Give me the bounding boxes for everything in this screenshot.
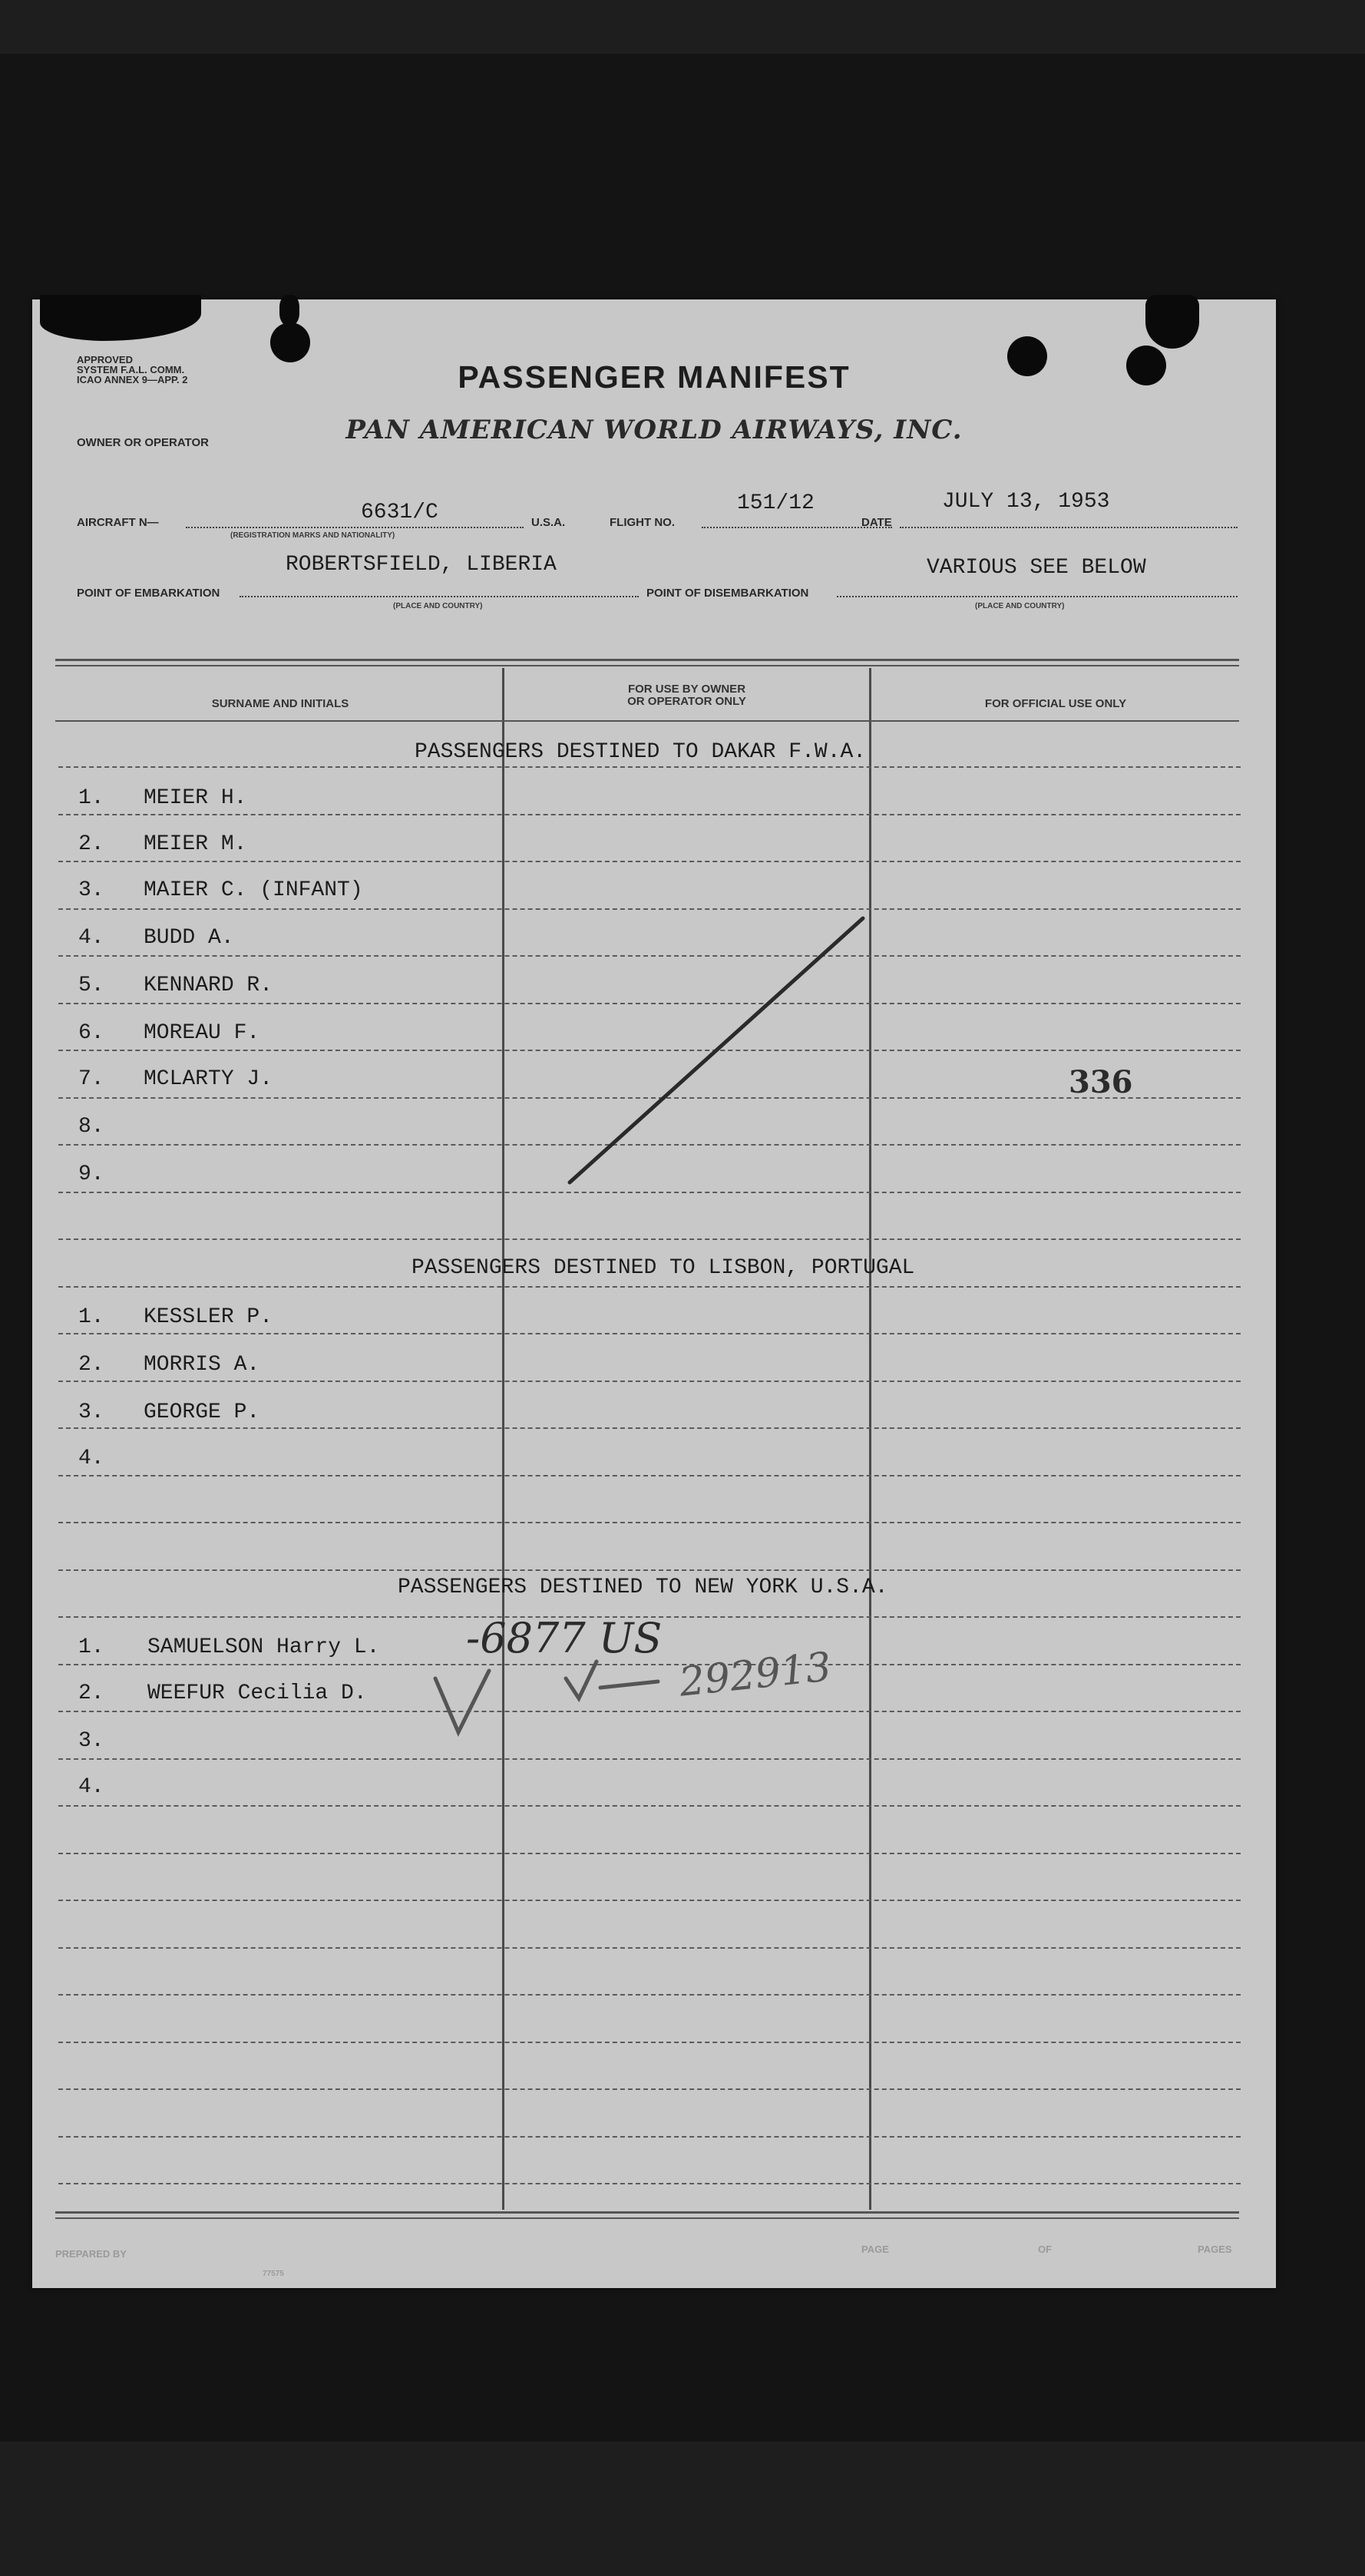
row-number: 2. [78, 1353, 104, 1377]
row-number: 2. [78, 1682, 104, 1705]
row-number: 1. [78, 1635, 104, 1659]
date-value: JULY 13, 1953 [942, 490, 1110, 514]
handwritten-note-2: 292913 [677, 1644, 834, 1706]
passenger-name: KESSLER P. [144, 1305, 273, 1329]
embarkation-value: ROBERTSFIELD, LIBERIA [286, 553, 557, 577]
scan-background-top [0, 0, 1365, 54]
form-number: 77575 [263, 2270, 284, 2278]
aircraft-label: AIRCRAFT N— [77, 516, 159, 529]
row-number: 8. [78, 1115, 104, 1139]
row-number: 4. [78, 1775, 104, 1799]
passenger-name: MEIER H. [144, 786, 247, 810]
diagonal-check-stroke [570, 918, 863, 1182]
date-label: DATE [861, 516, 892, 529]
table-bottom-rule-2 [55, 2217, 1239, 2219]
table-bottom-rule [55, 2211, 1239, 2214]
flight-label: FLIGHT NO. [610, 516, 675, 529]
manifest-sheet [32, 299, 1276, 2288]
section-heading-new-york: PASSENGERS DESTINED TO NEW YORK U.S.A. [398, 1576, 888, 1599]
row-number: 4. [78, 926, 104, 950]
passenger-name: MORRIS A. [144, 1353, 260, 1377]
page-label: PAGE [861, 2244, 889, 2255]
passenger-name: KENNARD R. [144, 974, 273, 997]
row-number: 1. [78, 1305, 104, 1329]
embarkation-label: POINT OF EMBARKATION [77, 587, 220, 600]
passenger-name: BUDD A. [144, 926, 234, 950]
passenger-name: SAMUELSON Harry L. [147, 1635, 380, 1659]
pen-strokes [32, 299, 1276, 2288]
row-number: 3. [78, 1400, 104, 1424]
of-label: OF [1038, 2244, 1053, 2255]
pages-label: PAGES [1198, 2244, 1232, 2255]
section-heading-lisbon: PASSENGERS DESTINED TO LISBON, PORTUGAL [411, 1256, 915, 1280]
row-number: 9. [78, 1162, 104, 1186]
passenger-name: MEIER M. [144, 832, 247, 856]
passenger-name: MOREAU F. [144, 1021, 260, 1045]
form-title: PASSENGER MANIFEST [458, 359, 851, 395]
prepared-by-label: PREPARED BY [55, 2248, 127, 2260]
handwritten-note-1: -6877 US [466, 1614, 663, 1662]
disembarkation-caption: (PLACE AND COUNTRY) [975, 602, 1065, 610]
embarkation-caption: (PLACE AND COUNTRY) [393, 602, 483, 610]
scan-background-bottom [0, 2442, 1365, 2576]
tick-mark-1 [435, 1671, 489, 1732]
section-heading-dakar: PASSENGERS DESTINED TO DAKAR F.W.A. [415, 740, 867, 764]
operator-name: PAN AMERICAN WORLD AIRWAYS, INC. [345, 415, 963, 445]
tick-mark-2 [566, 1662, 597, 1698]
row-number: 3. [78, 878, 104, 902]
approval-line: SYSTEM F.A.L. COMM. [77, 364, 185, 375]
owner-label: OWNER OR OPERATOR [77, 436, 209, 449]
flight-value: 151/12 [737, 491, 815, 515]
passenger-name: WEEFUR Cecilia D. [147, 1682, 367, 1705]
row-number: 6. [78, 1021, 104, 1045]
passenger-name: MCLARTY J. [144, 1067, 273, 1091]
row-number: 4. [78, 1447, 104, 1470]
dash-stroke [600, 1682, 658, 1688]
column-header-owner: FOR USE BY OWNER OR OPERATOR ONLY [627, 683, 746, 708]
approval-line: APPROVED [77, 354, 133, 365]
column-header-official: FOR OFFICIAL USE ONLY [984, 697, 1127, 710]
row-number: 1. [78, 786, 104, 810]
row-number: 5. [78, 974, 104, 997]
approval-line: ICAO ANNEX 9—APP. 2 [77, 374, 188, 385]
passenger-name: GEORGE P. [144, 1400, 260, 1424]
disembarkation-label: POINT OF DISEMBARKATION [646, 587, 809, 600]
row-number: 7. [78, 1067, 104, 1091]
row-number: 3. [78, 1729, 104, 1753]
usa-label: U.S.A. [531, 516, 566, 529]
column-header-names: SURNAME AND INITIALS [211, 697, 349, 710]
row-number: 2. [78, 832, 104, 856]
official-note: 336 [1069, 1064, 1133, 1100]
passenger-name: MAIER C. (INFANT) [144, 878, 363, 902]
aircraft-value: 6631/C [361, 501, 438, 524]
disembarkation-value: VARIOUS SEE BELOW [927, 556, 1146, 580]
registration-caption: (REGISTRATION MARKS AND NATIONALITY) [230, 531, 395, 540]
